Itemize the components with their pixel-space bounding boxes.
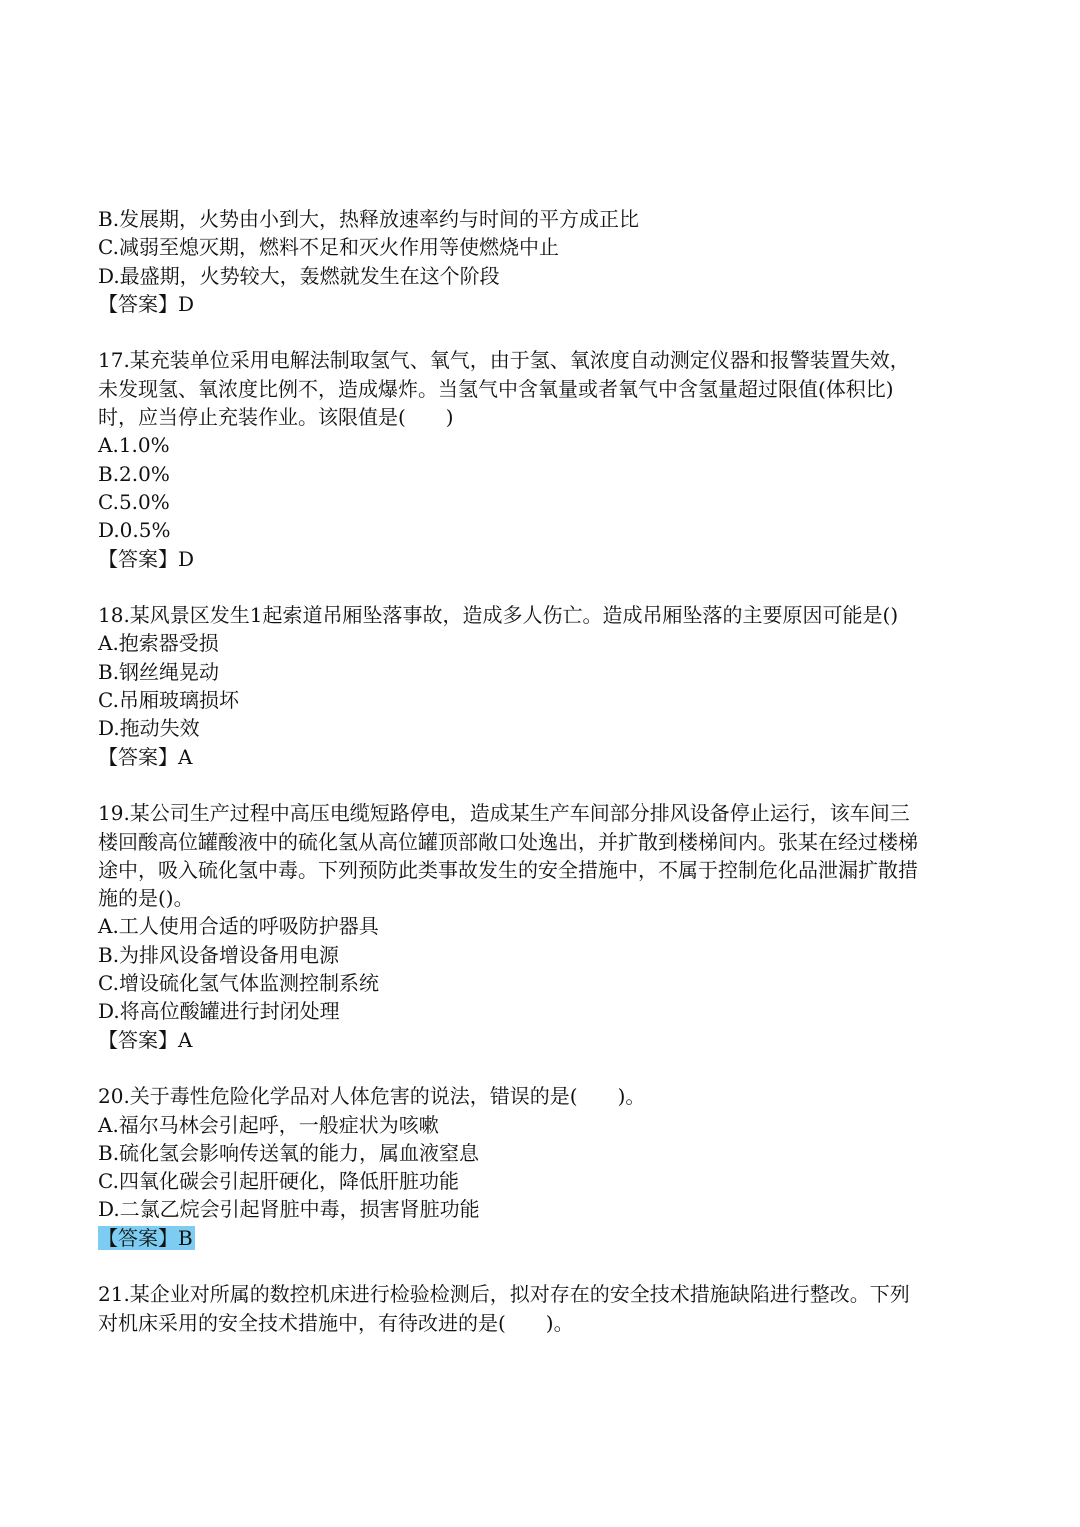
question-stem: 施的是()。 bbox=[98, 886, 194, 911]
question-16-tail bbox=[98, 205, 988, 318]
option-c: C.减弱至熄灭期，燃料不足和灭火作用等使燃烧中止 bbox=[98, 235, 559, 260]
option-b: B.2.0% bbox=[98, 461, 170, 486]
question-stem: 20.关于毒性危险化学品对人体危害的说法，错误的是( )。 bbox=[98, 1084, 646, 1109]
option-a: A.工人使用合适的呼吸防护器具 bbox=[98, 914, 379, 939]
option-b: B.发展期，火势由小到大，热释放速率约与时间的平方成正比 bbox=[98, 207, 640, 231]
option-d: D.最盛期，火势较大，轰燃就发生在这个阶段 bbox=[98, 263, 500, 288]
question-17 bbox=[98, 346, 988, 572]
option-b: B.硫化氢会影响传送氧的能力，属血液窒息 bbox=[98, 1140, 480, 1165]
question-stem: 楼回酸高位罐酸液中的硫化氢从高位罐顶部敞口处逸出，并扩散到楼梯间内。张某在经过楼梯 bbox=[98, 829, 918, 854]
answer-row bbox=[98, 1224, 988, 1252]
question-stem: 18.某风景区发生1起索道吊厢坠落事故，造成多人伤亡。造成吊厢坠落的主要原因可能是() bbox=[98, 603, 899, 628]
question-18 bbox=[98, 601, 988, 771]
answer: 【答案】A bbox=[98, 1027, 193, 1052]
option-c: C.增设硫化氢气体监测控制系统 bbox=[98, 971, 379, 996]
option-a: A.1.0% bbox=[98, 433, 170, 458]
question-20 bbox=[98, 1082, 988, 1252]
question-stem: 未发现氢、氧浓度比例不，造成爆炸。当氢气中含氧量或者氧气中含氢量超过限值(体积比) bbox=[98, 376, 894, 401]
option-c: C.吊厢玻璃损坏 bbox=[98, 688, 239, 713]
option-a: A.福尔马林会引起呼，一般症状为咳嗽 bbox=[98, 1112, 439, 1137]
answer: 【答案】A bbox=[98, 744, 193, 769]
option-d: D.拖动失效 bbox=[98, 716, 200, 741]
highlighted-answer: 【答案】B bbox=[98, 1225, 193, 1250]
option-a: A.抱索器受损 bbox=[98, 631, 219, 656]
question-stem: 19.某公司生产过程中高压电缆短路停电，造成某生产车间部分排风设备停止运行，该车间三 bbox=[98, 801, 910, 826]
question-19 bbox=[98, 799, 988, 1054]
question-21 bbox=[98, 1280, 988, 1337]
question-stem: 21.某企业对所属的数控机床进行检验检测后，拟对存在的安全技术措施缺陷进行整改。下列 bbox=[98, 1282, 910, 1307]
question-stem: 时，应当停止充装作业。该限值是( ) bbox=[98, 405, 454, 430]
question-stem: 途中，吸入硫化氢中毒。下列预防此类事故发生的安全措施中，不属于控制危化品泄漏扩散措 bbox=[98, 857, 918, 882]
option-d: D.将高位酸罐进行封闭处理 bbox=[98, 999, 340, 1024]
option-c: C.四氧化碳会引起肝硬化，降低肝脏功能 bbox=[98, 1169, 459, 1194]
option-c: C.5.0% bbox=[98, 489, 170, 514]
question-stem: 17.某充装单位采用电解法制取氢气、氧气，由于氢、氧浓度自动测定仪器和报警装置失效， bbox=[98, 348, 910, 373]
exam-page bbox=[98, 205, 988, 1337]
option-d: D.二氯乙烷会引起肾脏中毒，损害肾脏功能 bbox=[98, 1197, 480, 1222]
question-stem: 对机床采用的安全技术措施中，有待改进的是( )。 bbox=[98, 1310, 574, 1335]
option-b: B.钢丝绳晃动 bbox=[98, 659, 220, 684]
option-b: B.为排风设备增设备用电源 bbox=[98, 942, 340, 967]
answer: 【答案】D bbox=[98, 291, 195, 316]
option-d: D.0.5% bbox=[98, 518, 171, 543]
answer: 【答案】D bbox=[98, 546, 195, 571]
